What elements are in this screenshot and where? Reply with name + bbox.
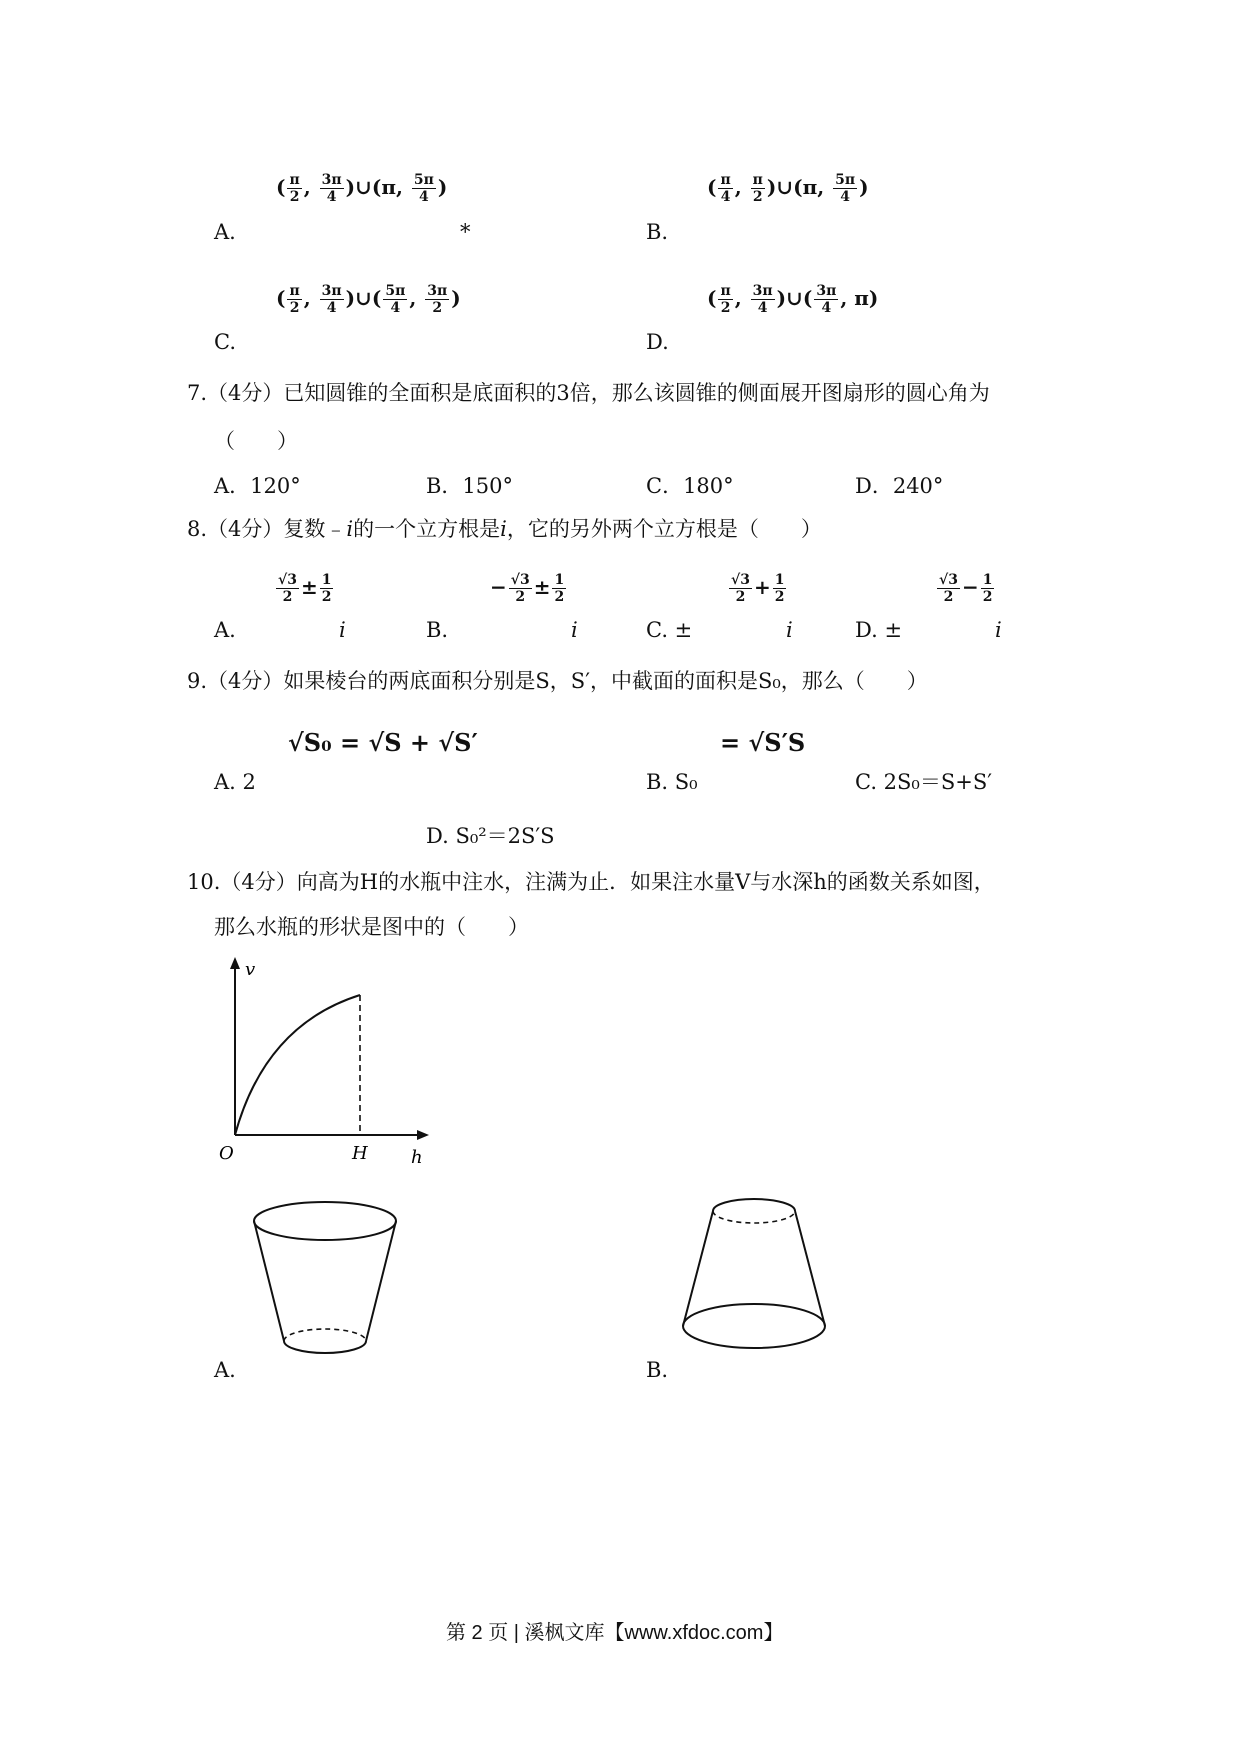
q9-option-b-label: B. S₀: [646, 770, 698, 794]
q7-question: [187, 379, 990, 407]
q7-option-a: A．120°: [214, 474, 301, 498]
q6-option-b-label: B.: [646, 220, 669, 244]
q9-option-a-label: A. 2: [214, 770, 256, 794]
q8-option-d-formula: $\frac{√3}{2}$ − $\frac{1}{2}$: [939, 572, 993, 605]
y-axis-arrow: [230, 957, 240, 969]
q8-option-d-label: D. ±: [855, 618, 903, 642]
q10-volume-graph: [215, 955, 430, 1165]
q8-question: 8.（4分）复数﹣i的一个立方根是i，它的另外两个立方根是（ ）: [187, 517, 822, 541]
q8-option-c-formula: $\frac{√3}{2}$ + $\frac{1}{2}$: [731, 572, 785, 605]
q6-option-a-label: A.: [214, 220, 236, 244]
q9-option-b-formula: = √S′S: [720, 728, 806, 757]
q7-option-c: C．180°: [646, 474, 734, 498]
q6-option-c-formula: ( $\frac{\pi}{2}$ , $\frac{3\pi}{4}$ )∪( $\frac{5\pi}{4}$ , $\frac{3\pi}{2}$ ): [276, 283, 461, 316]
frustum-top-front: [713, 1199, 795, 1211]
x-tick-h-label: H: [352, 1143, 368, 1164]
q6-option-d-formula: ( $\frac{\pi}{2}$ , $\frac{3\pi}{4}$ )∪( $\frac{3\pi}{4}$ , π): [707, 283, 879, 316]
q10-option-a-cup-shape: [248, 1196, 408, 1366]
q9-question: 9.（4分）如果棱台的两底面积分别是S，S′，中截面的面积是S₀，那么（ ）: [187, 669, 928, 693]
q9-option-a-formula: √S₀ = √S + √S′: [288, 728, 478, 757]
volume-curve: [235, 995, 360, 1135]
x-axis-arrow: [417, 1130, 429, 1140]
cup-bottom-front: [284, 1341, 366, 1353]
q9-option-d: D. S₀²＝2S′S: [426, 824, 555, 848]
q7-option-b: B．150°: [426, 474, 514, 498]
q8-option-b-i: i: [571, 618, 578, 642]
q6-option-a-star: *: [460, 220, 471, 244]
q7-paren: （ ）: [214, 429, 298, 453]
q6-option-d-label: D.: [646, 330, 669, 354]
q7-number: 7.: [187, 381, 208, 405]
q8-option-b-label: B.: [426, 618, 449, 642]
q8-option-b-formula: − $\frac{√3}{2}$ ± $\frac{1}{2}$: [490, 572, 565, 605]
q8-option-d-i: i: [995, 618, 1002, 642]
q9-option-c: C. 2S₀＝S+S′: [855, 770, 992, 794]
q7-option-d: D．240°: [855, 474, 944, 498]
y-axis-label: v: [245, 959, 256, 980]
q6-option-b-formula: ( $\frac{\pi}{4}$ , $\frac{\pi}{2}$ )∪(π, $\frac{5\pi}{4}$ ): [707, 172, 869, 205]
cup-bottom-back: [284, 1329, 366, 1341]
q8-option-a-formula: $\frac{√3}{2}$ ± $\frac{1}{2}$: [278, 572, 332, 605]
q10-option-b-label: B.: [646, 1358, 669, 1382]
frustum-base: [683, 1304, 825, 1348]
q6-option-a-formula: ( $\frac{\pi}{2}$ , $\frac{3\pi}{4}$ )∪(π, $\frac{5\pi}{4}$ ): [276, 172, 448, 205]
cup-top-rim: [254, 1202, 396, 1240]
cup-right-side: [366, 1221, 396, 1341]
q10-question-line2: 那么水瓶的形状是图中的（ ）: [214, 915, 529, 939]
q10-option-b-frustum-shape: [677, 1196, 837, 1366]
q10-option-a-label: A.: [214, 1358, 236, 1382]
q7-score: （4分）: [207, 381, 284, 405]
q6-option-c-label: C.: [214, 330, 236, 354]
q8-option-c-i: i: [786, 618, 793, 642]
q10-question-line1: 10.（4分）向高为H的水瓶中注水，注满为止．如果注水量V与水深h的函数关系如图，: [187, 870, 995, 894]
x-axis-label: h: [411, 1147, 423, 1165]
origin-label: O: [219, 1143, 234, 1164]
cup-left-side: [254, 1221, 284, 1341]
q8-option-a-i: i: [339, 618, 346, 642]
frustum-top-back: [713, 1211, 795, 1223]
q8-option-c-label: C. ±: [646, 618, 693, 642]
q8-option-a-label: A.: [214, 618, 236, 642]
q7-text: 已知圆锥的全面积是底面积的3倍，那么该圆锥的侧面展开图扇形的圆心角为: [283, 381, 990, 405]
page-footer: 第 2 页 | 溪枫文库【www.xfdoc.com】: [446, 1622, 784, 1644]
